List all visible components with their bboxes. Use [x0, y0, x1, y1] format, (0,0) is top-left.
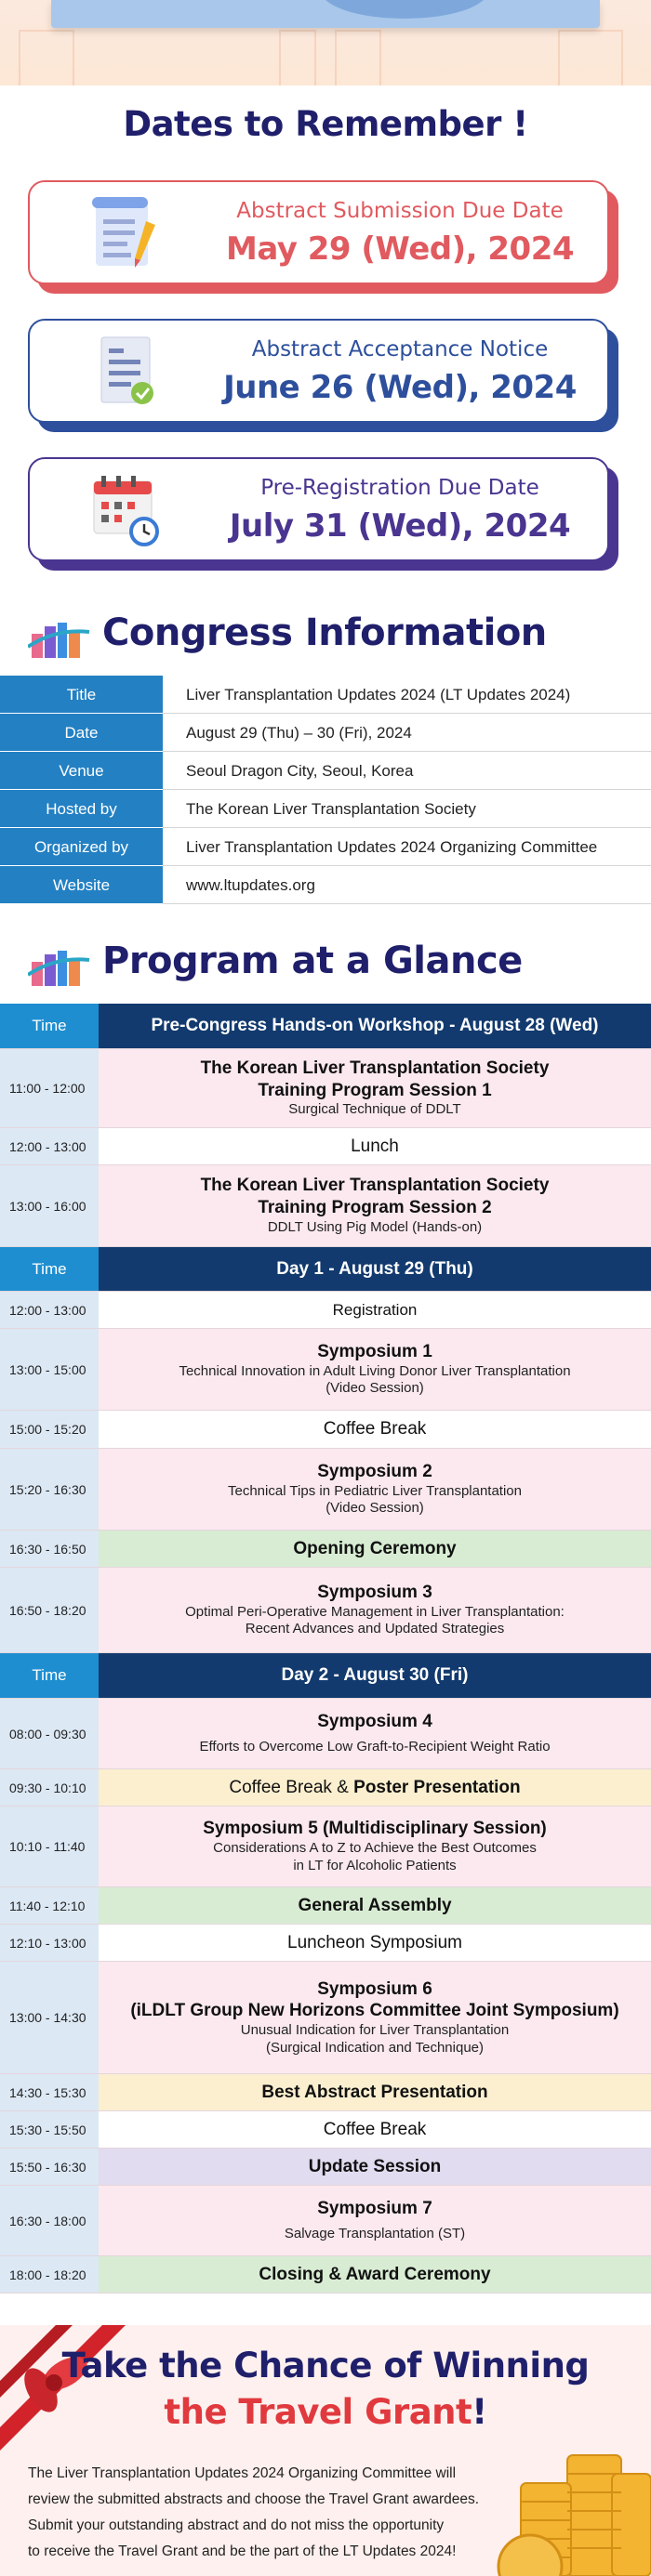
info-key: Venue	[0, 752, 163, 790]
hero-bottom-strip	[0, 0, 651, 85]
preregistration-date: July 31 (Wed), 2024	[229, 507, 571, 545]
preregistration-label: Pre-Registration Due Date	[260, 476, 539, 500]
website-link[interactable]: www.ltupdates.org	[186, 876, 315, 894]
table-row: 15:50 - 16:30 Update Session	[0, 2149, 651, 2186]
info-value: August 29 (Thu) – 30 (Fri), 2024	[186, 724, 412, 742]
info-value: Liver Transplantation Updates 2024 (LT Updates 2024)	[186, 686, 571, 703]
table-row: 15:00 - 15:20 Coffee Break	[0, 1411, 651, 1449]
table-row: 11:00 - 12:00 The Korean Liver Transplantation Society Training Program Session 1 Surgical Technique of DDLT	[0, 1049, 651, 1128]
scroll-pen-icon	[88, 193, 165, 271]
info-row-organized	[0, 828, 651, 866]
info-row-title	[0, 676, 651, 714]
travel-grant-section	[0, 2325, 651, 2576]
info-key: Organized by	[0, 828, 163, 866]
info-value: Liver Transplantation Updates 2024 Organizing Committee	[186, 838, 598, 856]
table-row: 14:30 - 15:30 Best Abstract Presentation	[0, 2074, 651, 2111]
info-row-hosted	[0, 790, 651, 828]
info-key: Title	[0, 676, 163, 714]
acceptance-date: June 26 (Wed), 2024	[223, 369, 577, 406]
table-row: 13:00 - 15:00 Symposium 1 Technical Innovation in Adult Living Donor Liver Transplantation (Video Session)	[0, 1329, 651, 1411]
city-skyline-icon	[28, 619, 91, 660]
info-key: Website	[0, 866, 163, 904]
info-row-date	[0, 714, 651, 752]
table-row: 09:30 - 10:10 Coffee Break & Poster Presentation	[0, 1769, 651, 1807]
city-skyline-icon	[28, 947, 91, 988]
grant-description: The Liver Transplantation Updates 2024 Organizing Committee will review the submitted abstracts and choose the Travel Grant awardees. Submit your outstanding abstract and do not miss the opportunity to receive the Travel Grant and be the part of the LT Updates 2024!	[28, 2465, 480, 2559]
grant-title: Take the Chance of Winning	[61, 2346, 590, 2385]
info-key: Hosted by	[0, 790, 163, 828]
info-key: Date	[0, 714, 163, 752]
table-row: 18:00 - 18:20 Closing & Award Ceremony	[0, 2256, 651, 2293]
table-row: 16:30 - 16:50 Opening Ceremony	[0, 1531, 651, 1568]
document-check-icon	[88, 332, 165, 410]
pre-congress-header: Time Pre-Congress Hands-on Workshop - August 28 (Wed)	[0, 1004, 651, 1049]
table-row: 15:30 - 15:50 Coffee Break	[0, 2111, 651, 2149]
date-card-acceptance	[28, 319, 618, 432]
table-row: 11:40 - 12:10 General Assembly	[0, 1887, 651, 1925]
calendar-clock-icon	[88, 470, 165, 548]
info-value: Seoul Dragon City, Seoul, Korea	[186, 762, 414, 780]
date-card-submission	[28, 180, 618, 294]
table-row: 12:10 - 13:00 Luncheon Symposium	[0, 1925, 651, 1962]
table-row: 12:00 - 13:00 Registration	[0, 1292, 651, 1329]
submission-label: Abstract Submission Due Date	[236, 199, 564, 223]
submission-date: May 29 (Wed), 2024	[225, 230, 575, 268]
dates-title: Dates to Remember !	[123, 104, 528, 144]
info-row-venue	[0, 752, 651, 790]
table-row: 13:00 - 14:30 Symposium 6 (iLDLT Group New Horizons Committee Joint Symposium) Unusual Indication for Liver Transplantation (Surgical Indication and Technique)	[0, 1962, 651, 2074]
table-row: 10:10 - 11:40 Symposium 5 (Multidisciplinary Session) Considerations A to Z to Achieve the Best Outcomes in LT for Alcoholic Patients	[0, 1807, 651, 1887]
date-card-preregistration	[28, 457, 618, 571]
table-row: 08:00 - 09:30 Symposium 4 Efforts to Overcome Low Graft-to-Recipient Weight Ratio	[0, 1699, 651, 1769]
day2-header: Time Day 2 - August 30 (Fri)	[0, 1653, 651, 1699]
table-row: 13:00 - 16:00 The Korean Liver Transplantation Society Training Program Session 2 DDLT Using Pig Model (Hands-on)	[0, 1165, 651, 1247]
hero-card-bottom	[51, 0, 600, 28]
gift-ribbon-icon	[0, 2325, 130, 2455]
congress-info-table	[0, 676, 651, 904]
info-row-website	[0, 866, 651, 904]
program-title: Program at a Glance	[102, 940, 523, 982]
day1-header: Time Day 1 - August 29 (Thu)	[0, 1247, 651, 1292]
grant-subtitle: the Travel Grant!	[164, 2392, 487, 2432]
table-row: 15:20 - 16:30 Symposium 2 Technical Tips in Pediatric Liver Transplantation (Video Session)	[0, 1449, 651, 1531]
acceptance-label: Abstract Acceptance Notice	[251, 337, 549, 361]
table-row: 12:00 - 13:00 Lunch	[0, 1128, 651, 1165]
congress-title: Congress Information	[102, 611, 547, 654]
table-row: 16:50 - 18:20 Symposium 3 Optimal Peri-Operative Management in Liver Transplantation: Recent Advances and Updated Strategies	[0, 1568, 651, 1653]
program-table	[0, 1004, 651, 2293]
gold-coins-icon	[465, 2446, 651, 2576]
info-value: The Korean Liver Transplantation Society	[186, 800, 476, 818]
table-row: 16:30 - 18:00 Symposium 7 Salvage Transplantation (ST)	[0, 2186, 651, 2256]
